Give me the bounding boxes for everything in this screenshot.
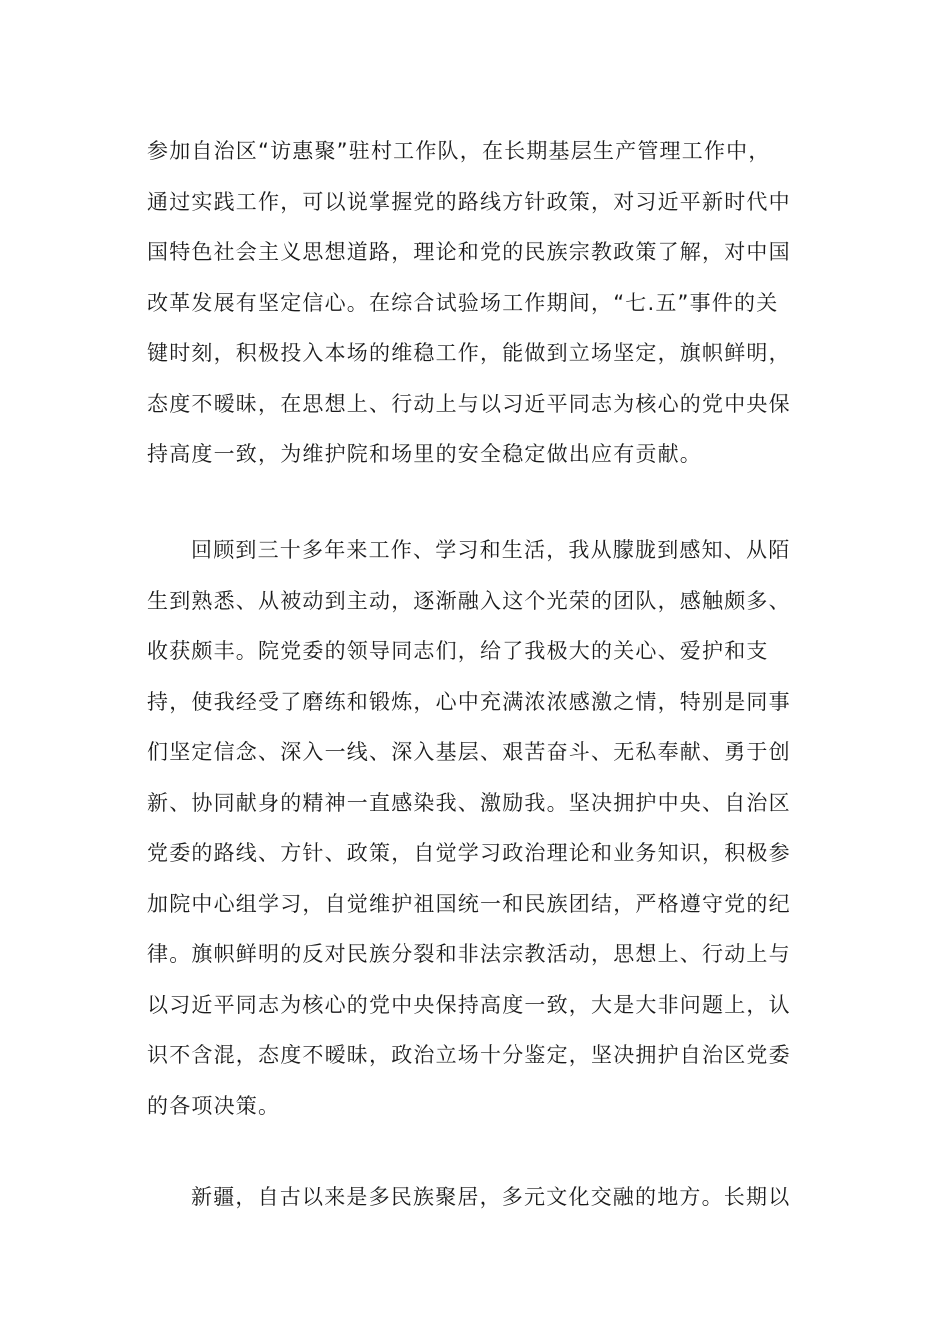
text-line: 新、协同献身的精神一直感染我、激励我。坚决拥护中央、自治区 xyxy=(147,790,791,815)
paragraph-1 xyxy=(147,126,807,480)
text-line: 回顾到三十多年来工作、学习和生活，我从朦胧到感知、从陌 xyxy=(191,538,791,562)
text-line: 通过实践工作，可以说掌握党的路线方针政策，对习近平新时代中 xyxy=(147,189,791,214)
text-line: 识不含混，态度不暧昧，政治立场十分鉴定，坚决拥护自治区党委 xyxy=(147,1043,791,1067)
text-line: 党委的路线、方针、政策，自觉学习政治理论和业务知识，积极参 xyxy=(147,841,791,865)
text-line: 律。旗帜鲜明的反对民族分裂和非法宗教活动，思想上、行动上与 xyxy=(147,942,791,966)
text-line: 键时刻，积极投入本场的维稳工作，能做到立场坚定，旗帜鲜明， xyxy=(147,341,791,365)
text-line: 生到熟悉、从被动到主动，逐渐融入这个光荣的团队，感触颇多、 xyxy=(147,588,791,613)
text-line: 们坚定信念、深入一线、深入基层、艰苦奋斗、无私奉献、勇于创 xyxy=(147,740,791,764)
text-line: 态度不暧昧，在思想上、行动上与以习近平同志为核心的党中央保 xyxy=(147,391,791,416)
text-line: 新疆，自古以来是多民族聚居，多元文化交融的地方。长期以 xyxy=(191,1185,791,1209)
text-line: 的各项决策。 xyxy=(147,1093,281,1118)
text-line: 持，使我经受了磨练和锻炼，心中充满浓浓感激之情，特别是同事 xyxy=(147,689,791,714)
paragraph-3 xyxy=(147,1172,807,1223)
text-line: 收获颇丰。院党委的领导同志们，给了我极大的关心、爱护和支 xyxy=(147,639,769,663)
text-line: 持高度一致，为维护院和场里的安全稳定做出应有贡献。 xyxy=(147,442,702,466)
text-line: 以习近平同志为核心的党中央保持高度一致，大是大非问题上，认 xyxy=(147,992,791,1017)
text-line: 参加自治区“访惠聚”驻村工作队，在长期基层生产管理工作中， xyxy=(147,139,771,163)
paragraph-2 xyxy=(147,525,807,1131)
text-line: 加院中心组学习，自觉维护祖国统一和民族团结，严格遵守党的纪 xyxy=(147,891,791,916)
text-line: 改革发展有坚定信心。在综合试验场工作期间，“七.五”事件的关 xyxy=(147,290,779,315)
text-line: 国特色社会主义思想道路，理论和党的民族宗教政策了解，对中国 xyxy=(147,240,791,264)
